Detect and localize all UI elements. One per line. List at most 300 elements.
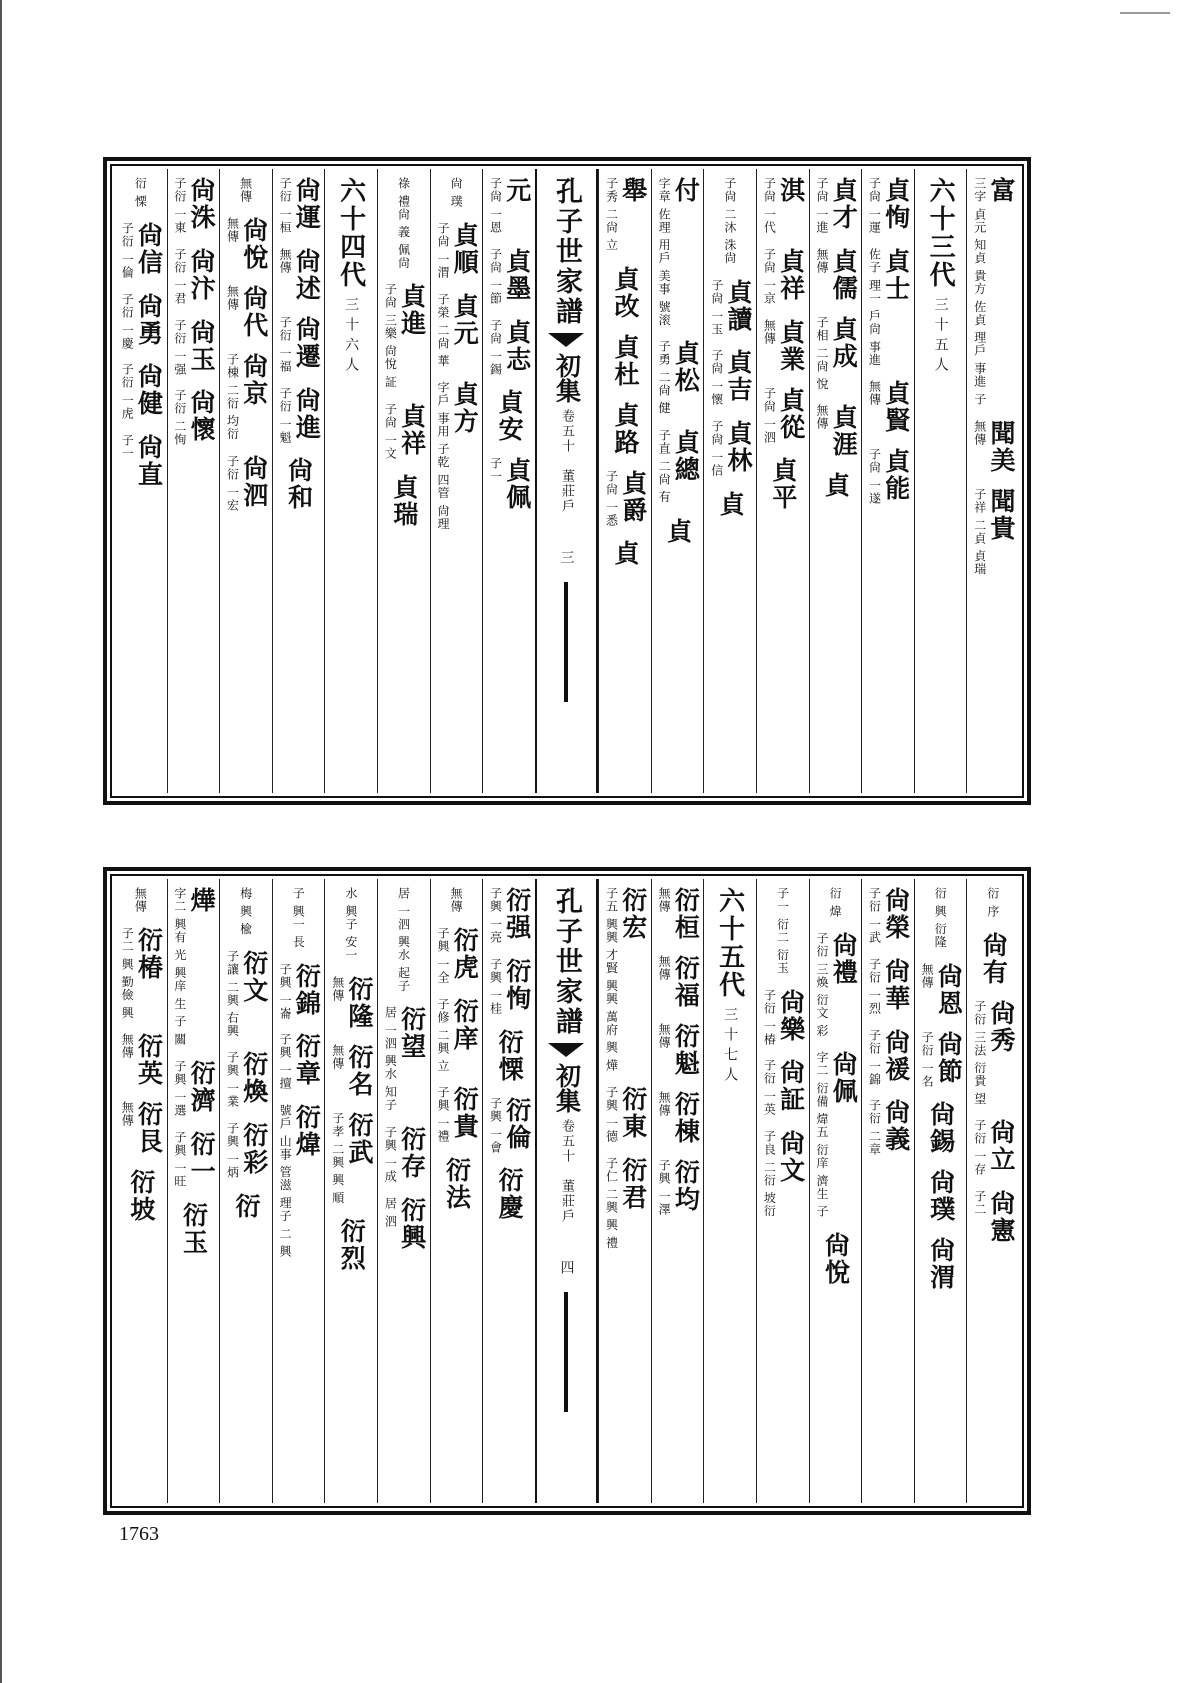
person-entry xyxy=(867,1029,909,1086)
person-name: 尙京 xyxy=(239,353,269,407)
person-name: 衍文 xyxy=(239,949,269,1004)
person-name: 衍貴 xyxy=(450,1086,480,1141)
person-note: 字章 佐理 用戶 美事 號滚 xyxy=(657,177,672,327)
person-name: 尙璞 xyxy=(926,1169,956,1224)
person-entry xyxy=(604,887,646,1072)
person-note: 子衍 一桓 xyxy=(278,177,293,234)
person-note: 子尙 一文 xyxy=(383,402,398,460)
person-note: 子 興一 長 xyxy=(291,887,306,949)
person-entry xyxy=(762,248,804,305)
person-entry xyxy=(391,474,417,528)
person-note: 子勇 二尙 健 xyxy=(657,340,672,415)
columns-top xyxy=(115,169,1019,793)
person-entry xyxy=(383,403,425,460)
person-note: 無傳 xyxy=(657,1091,672,1117)
person-note: 水 興子 安一 xyxy=(343,887,358,962)
person-note: 子尙 一節 xyxy=(488,247,503,305)
person-entry xyxy=(343,887,358,962)
genealogy-column xyxy=(861,879,914,1503)
person-name: 尙汴 xyxy=(187,247,217,302)
person-entry xyxy=(815,1051,857,1218)
genealogy-column xyxy=(482,169,535,793)
person-entry xyxy=(762,319,804,373)
person-entry xyxy=(920,963,962,1017)
spine-subtitle: 初集 xyxy=(552,353,582,403)
person-name: 尙禮 xyxy=(829,931,859,986)
person-entry xyxy=(173,1060,215,1117)
person-note: 子一 xyxy=(488,457,503,484)
person-note: 無傳 xyxy=(120,1101,135,1128)
genealogy-column xyxy=(966,879,1019,1503)
person-note: 子尙 一京 xyxy=(762,247,777,305)
person-entry xyxy=(449,177,464,208)
person-name: 衍虎 xyxy=(450,927,480,981)
person-note: 子衍 一强 xyxy=(172,318,187,376)
person-note: 衍 慄 xyxy=(133,177,148,208)
person-entry xyxy=(488,177,530,234)
person-entry xyxy=(828,887,843,918)
person-name: 貞改 xyxy=(611,265,641,320)
person-note: 子衍 一虎 xyxy=(120,363,135,421)
person-entry xyxy=(611,333,641,388)
spine-page-number: 三 xyxy=(558,550,575,564)
person-note: 子尙 一懷 xyxy=(709,349,724,407)
person-name: 衍慶 xyxy=(495,1167,525,1222)
person-note: 子興 一德 xyxy=(604,1085,619,1143)
person-name: 貞松 xyxy=(671,340,701,395)
person-name: 貞業 xyxy=(776,318,806,373)
generation-heading: 六十五代 xyxy=(714,887,745,999)
genealogy-panel-bottom xyxy=(103,867,1031,1515)
person-entry xyxy=(173,319,215,376)
person-name: 貞涯 xyxy=(829,404,859,459)
person-note: 無傳 xyxy=(133,887,148,913)
person-entry xyxy=(133,887,148,913)
person-name: 尙樂 xyxy=(776,988,806,1043)
person-note: 子衍 三煥 衍文 彩 xyxy=(814,931,829,1038)
person-note: 子孝 二興 興 順 xyxy=(330,1111,345,1205)
person-entry xyxy=(815,248,857,302)
person-note: 子衍 一名 xyxy=(920,1030,935,1088)
person-entry xyxy=(604,177,646,252)
person-entry xyxy=(133,177,148,208)
person-note: 無傳 xyxy=(225,217,240,243)
person-note: 子興 一旺 xyxy=(172,1130,187,1188)
person-note: 子尙 一代 xyxy=(762,177,777,234)
person-note: 子相 二尙 悅 xyxy=(814,315,829,391)
person-entry xyxy=(762,989,804,1046)
person-name: 衍倫 xyxy=(502,1096,532,1151)
person-note: 字二 興有 光 興庠 生 子 關 xyxy=(172,887,187,1046)
person-entry xyxy=(722,177,737,265)
person-note: 子一 xyxy=(120,434,135,461)
person-name: 衍濟 xyxy=(187,1059,217,1114)
person-note: 無傳 xyxy=(867,380,882,407)
person-entry xyxy=(128,1169,154,1223)
generation-heading: 六十四代 xyxy=(335,177,366,289)
person-note: 無傳 xyxy=(330,1043,345,1070)
person-name: 貞儒 xyxy=(829,247,859,302)
person-name: 尙証 xyxy=(776,1059,806,1114)
person-entry xyxy=(926,1237,956,1292)
person-entry xyxy=(867,958,909,1015)
person-entry xyxy=(120,222,162,279)
person-note: 子興 一炳 xyxy=(225,1122,240,1179)
person-note: 無傳 xyxy=(972,419,987,446)
person-name: 尙悅 xyxy=(239,217,269,271)
person-entry xyxy=(495,1167,525,1222)
person-name: 衍慄 xyxy=(495,1028,525,1083)
genealogy-column xyxy=(115,169,167,793)
person-entry xyxy=(821,472,851,500)
person-note: 無傳 xyxy=(657,887,672,913)
genealogy-column xyxy=(809,169,862,793)
person-name: 燁 xyxy=(187,887,217,914)
person-name: 付 xyxy=(671,177,701,204)
person-note: 子興 一選 xyxy=(172,1059,187,1117)
person-entry xyxy=(225,1122,267,1179)
person-note: 子仁 二興 興 禮 xyxy=(604,1156,619,1250)
person-note: 梅 興 楡 xyxy=(238,887,253,936)
genealogy-column xyxy=(219,169,272,793)
person-note: 子秀 二尙 立 xyxy=(604,177,619,252)
spine-bar xyxy=(564,1292,568,1412)
person-entry xyxy=(657,177,699,326)
person-name: 貞 xyxy=(663,517,693,545)
person-note: 三字 貞元 知貞 貴方 佐貞 理戶 事進 子 xyxy=(972,177,987,406)
person-note: 子尙 一恩 xyxy=(488,177,503,234)
person-name: 貞讀 xyxy=(723,278,753,333)
genealogy-column xyxy=(914,169,967,793)
person-name: 貞總 xyxy=(671,428,701,483)
person-entry xyxy=(225,950,267,1038)
person-entry xyxy=(225,1051,267,1108)
person-entry xyxy=(867,1099,909,1156)
spine-bar xyxy=(564,582,568,702)
person-name: 尙懷 xyxy=(187,389,217,444)
person-entry xyxy=(972,177,1017,406)
person-name: 尙華 xyxy=(881,957,911,1012)
person-name: 貞從 xyxy=(776,386,806,441)
person-entry xyxy=(972,487,1017,576)
person-note: 子尙 一遂 xyxy=(867,448,882,506)
person-name: 尙渭 xyxy=(926,1237,956,1292)
person-entry xyxy=(972,1190,1017,1245)
person-entry xyxy=(815,316,857,391)
person-entry xyxy=(238,887,253,936)
person-name: 尙遷 xyxy=(292,315,322,370)
person-note: 子衍 一宏 xyxy=(225,454,240,512)
person-name: 尙立 xyxy=(987,1119,1017,1174)
person-entry xyxy=(611,401,641,456)
person-name: 尙信 xyxy=(134,221,164,276)
person-name: 尙代 xyxy=(239,285,269,339)
person-name: 衍庠 xyxy=(450,997,480,1052)
genealogy-column xyxy=(167,169,220,793)
person-entry xyxy=(611,265,641,320)
person-entry xyxy=(383,1197,425,1251)
fish-tail-mark xyxy=(548,333,584,347)
genealogy-column xyxy=(703,879,756,1503)
person-note: 無傳 xyxy=(449,887,464,913)
person-note: 子興 一禮 xyxy=(435,1086,450,1144)
person-note: 無傳 xyxy=(657,1023,672,1049)
person-entry xyxy=(657,340,699,415)
person-name: 衍魁 xyxy=(671,1023,701,1077)
person-entry xyxy=(604,1157,646,1249)
person-name: 貞 xyxy=(716,491,746,519)
person-name: 尙佩 xyxy=(829,1051,859,1106)
person-name: 貞吉 xyxy=(723,349,753,404)
person-note: 衍 興 衍隆 xyxy=(933,887,948,949)
genealogy-column xyxy=(272,879,325,1503)
person-note: 子尙 二沐 洙尙 xyxy=(722,177,737,265)
person-note: 子尙 一進 xyxy=(814,177,829,234)
person-name: 貞能 xyxy=(881,448,911,503)
person-name: 尙禐 xyxy=(881,1028,911,1083)
person-entry xyxy=(657,887,699,941)
person-name: 衍章 xyxy=(292,1033,322,1088)
spine-page-number: 四 xyxy=(558,1260,575,1274)
person-name: 衍 xyxy=(232,1192,262,1220)
person-entry xyxy=(383,1006,425,1111)
person-name: 尙直 xyxy=(134,434,164,489)
person-note: 衍 序 xyxy=(985,887,1000,918)
person-name: 衍存 xyxy=(397,1125,427,1180)
person-entry xyxy=(173,248,215,305)
person-name: 尙玉 xyxy=(187,318,217,373)
spine-title: 孔子世家譜 xyxy=(550,887,582,1037)
person-note: 子尙 一玉 xyxy=(709,278,724,336)
person-note: 衍 煒 xyxy=(828,887,843,918)
person-entry xyxy=(972,419,1017,474)
person-entry xyxy=(120,1101,162,1155)
corner-mark xyxy=(1120,12,1170,14)
person-entry xyxy=(120,293,162,350)
person-note: 無傳 xyxy=(657,955,672,981)
person-entry xyxy=(278,1033,320,1090)
person-note: 子二 xyxy=(972,1190,987,1217)
generation-count: 三十七人 xyxy=(722,1007,739,1087)
person-entry xyxy=(120,927,162,1019)
person-note: 子修 二興 立 xyxy=(435,997,450,1073)
person-entry xyxy=(495,1028,525,1083)
person-note: 子興 一全 xyxy=(435,927,450,984)
person-entry xyxy=(442,1157,472,1212)
person-name: 貞賢 xyxy=(881,380,911,435)
person-name: 貞成 xyxy=(829,315,859,370)
person-note: 子衍 一存 xyxy=(972,1119,987,1177)
person-name: 貞安 xyxy=(495,389,525,444)
person-entry xyxy=(436,293,478,368)
person-name: 貞爵 xyxy=(618,469,648,524)
person-name: 尙泗 xyxy=(239,454,269,509)
person-entry xyxy=(709,349,751,406)
person-note: 子衍 一武 xyxy=(867,887,882,944)
genealogy-column xyxy=(966,169,1019,793)
person-note: 無傳 xyxy=(814,404,829,431)
genealogy-column xyxy=(272,169,325,793)
person-note: 子衍 一君 xyxy=(172,247,187,305)
person-name: 尙節 xyxy=(934,1030,964,1085)
person-entry xyxy=(762,177,804,234)
person-name: 貞瑞 xyxy=(389,473,419,528)
person-name: 貞林 xyxy=(723,420,753,475)
person-note: 子榮 二尙 華 xyxy=(435,292,450,368)
person-entry xyxy=(867,448,909,505)
person-entry xyxy=(716,491,746,519)
person-note: 字戶 事用 子乾 四管 尙理 xyxy=(435,381,450,531)
person-entry xyxy=(120,434,162,488)
person-name: 衍棟 xyxy=(671,1091,701,1145)
person-name: 衍東 xyxy=(618,1085,648,1140)
person-entry xyxy=(436,222,478,279)
person-entry xyxy=(709,420,751,477)
person-note: 子直 二尙 有 xyxy=(657,428,672,504)
person-note: 子興 一成 xyxy=(383,1125,398,1183)
person-name: 衍煥 xyxy=(239,1051,269,1106)
person-name: 衍法 xyxy=(442,1157,472,1212)
person-name: 舉 xyxy=(618,177,648,204)
genealogy-column xyxy=(115,879,167,1503)
person-entry xyxy=(278,177,320,234)
person-entry xyxy=(488,248,530,305)
columns-bottom xyxy=(115,879,1019,1503)
person-entry xyxy=(821,1232,851,1287)
person-note: 子衍 一慶 xyxy=(120,292,135,350)
person-name: 衍名 xyxy=(344,1043,374,1098)
person-note: 子興 一擅 xyxy=(278,1033,293,1091)
person-note: 子衍 一烈 xyxy=(867,957,882,1015)
person-name: 尙述 xyxy=(292,247,322,302)
person-entry xyxy=(663,517,693,545)
person-name: 衍强 xyxy=(502,887,532,941)
person-entry xyxy=(775,887,790,975)
spine-column xyxy=(535,169,598,793)
person-note: 字二 衍備 煒五 衍庠 濟生 子 xyxy=(814,1051,829,1219)
page-number: 1763 xyxy=(119,1523,159,1545)
person-name: 貞祥 xyxy=(776,247,806,302)
person-entry xyxy=(920,1031,962,1088)
person-entry xyxy=(225,455,267,512)
person-name: 貞進 xyxy=(397,283,427,338)
genealogy-column xyxy=(377,169,430,793)
person-name: 尙和 xyxy=(284,457,314,512)
person-name: 衍煒 xyxy=(292,1104,322,1159)
person-name: 貞恂 xyxy=(881,177,911,231)
person-name: 貞墨 xyxy=(502,247,532,302)
person-entry xyxy=(488,887,530,944)
person-name: 衍玉 xyxy=(179,1201,209,1256)
person-note: 佐子 理一 戶尙 事進 xyxy=(867,247,882,367)
person-name: 貞 xyxy=(821,472,851,500)
person-entry xyxy=(815,177,857,234)
person-entry xyxy=(867,248,909,366)
person-entry xyxy=(120,363,162,420)
person-entry xyxy=(657,429,699,504)
person-note: 子尙 一悉 xyxy=(604,469,619,527)
genealogy-column xyxy=(914,879,967,1503)
person-entry xyxy=(604,470,646,527)
person-note: 子尙 一運 xyxy=(867,177,882,234)
person-entry xyxy=(120,1033,162,1087)
genealogy-column xyxy=(482,879,535,1503)
person-entry xyxy=(762,1059,804,1116)
person-name: 衍彩 xyxy=(239,1122,269,1177)
person-name: 衍桓 xyxy=(671,887,701,941)
person-entry xyxy=(173,887,215,1046)
person-entry xyxy=(657,955,699,1009)
person-entry xyxy=(436,998,478,1073)
person-entry xyxy=(604,1086,646,1143)
person-name: 尙榮 xyxy=(881,887,911,941)
person-note: 子衍 一倫 xyxy=(120,221,135,279)
person-name: 衍君 xyxy=(618,1156,648,1211)
person-note: 子衍 二章 xyxy=(867,1099,882,1157)
person-note: 子衍 三法 衍貴 望 xyxy=(972,999,987,1106)
genealogy-column xyxy=(324,879,377,1503)
person-entry xyxy=(238,177,253,203)
person-entry xyxy=(867,177,909,234)
person-entry xyxy=(611,540,641,568)
person-entry xyxy=(972,1119,1017,1177)
genealogy-column xyxy=(756,879,809,1503)
spine-title: 孔子世家譜 xyxy=(550,177,582,327)
person-note: 子讓 二興 右興 xyxy=(225,949,240,1038)
person-name: 衍興 xyxy=(397,1196,427,1251)
person-name: 尙有 xyxy=(979,931,1009,986)
person-note: 子祥 二貞 貞瑞 xyxy=(972,487,987,576)
person-entry xyxy=(278,1104,320,1258)
person-entry xyxy=(330,1112,372,1204)
person-note: 無傳 xyxy=(814,247,829,274)
person-entry xyxy=(657,1159,699,1216)
person-entry xyxy=(291,887,306,949)
fish-tail-mark xyxy=(548,1043,584,1057)
spine-column xyxy=(535,879,598,1503)
person-name: 元 xyxy=(502,177,532,204)
genealogy-column xyxy=(598,169,651,793)
genealogy-column xyxy=(703,169,756,793)
person-name: 聞美 xyxy=(987,419,1017,474)
genealogy-column xyxy=(598,879,651,1503)
person-entry xyxy=(330,1044,372,1098)
person-entry xyxy=(762,387,804,444)
genealogy-column xyxy=(167,879,220,1503)
person-entry xyxy=(495,389,525,444)
person-name: 衍艮 xyxy=(134,1101,164,1156)
person-entry xyxy=(449,887,464,913)
person-entry xyxy=(330,976,372,1030)
person-note: 子興 一澤 xyxy=(657,1159,672,1216)
person-entry xyxy=(232,1192,262,1220)
person-note: 子興 一桂 xyxy=(488,957,503,1015)
person-entry xyxy=(979,931,1009,986)
person-note: 子興 一亮 xyxy=(488,887,503,944)
person-entry xyxy=(815,932,857,1037)
person-note: 子尙 一錫 xyxy=(488,318,503,376)
person-note: 子一 衍二 衍玉 xyxy=(775,887,790,975)
person-entry xyxy=(173,389,215,446)
person-entry xyxy=(436,1086,478,1143)
genealogy-column xyxy=(430,169,483,793)
spine-volume: 卷五十 董莊戶 xyxy=(558,409,574,514)
person-name: 衍恂 xyxy=(502,957,532,1012)
person-entry xyxy=(278,387,320,444)
person-name: 衍望 xyxy=(397,1006,427,1061)
genealogy-column xyxy=(219,879,272,1503)
person-note: 號戶 山事 管滋 理子 二 興 xyxy=(278,1104,293,1259)
